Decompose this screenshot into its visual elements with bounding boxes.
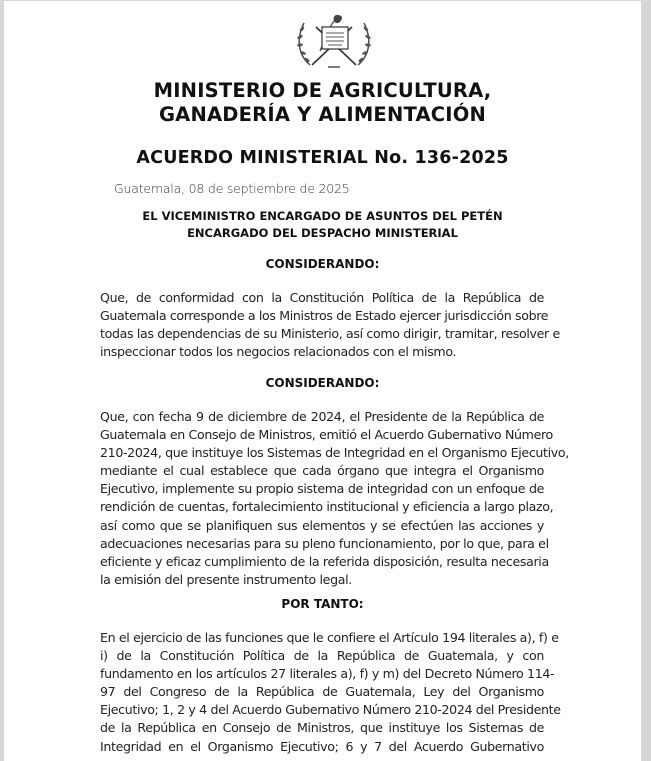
paragraph-considerando-2 xyxy=(100,408,569,589)
text-line: Ejecutivo; 1, 2 y 4 del Acuerdo Gubernativo Número 210-2024 del Presidente xyxy=(100,702,561,718)
place-date: Guatemala, 08 de septiembre de 2025 xyxy=(114,181,350,196)
text-line: inspeccionar todos los negocios relacionados con el mismo. xyxy=(100,344,457,360)
issuer-block xyxy=(4,208,641,242)
issuer-line-1: EL VICEMINISTRO ENCARGADO DE ASUNTOS DEL PETÉN xyxy=(142,209,503,223)
section-heading-considerando-1: CONSIDERANDO: xyxy=(265,257,380,271)
ministry-name xyxy=(4,79,641,127)
text-line: 210-2024, que instituye los Sistemas de Integridad en el Organismo Ejecutivo, xyxy=(100,445,569,461)
ministry-line-1: MINISTERIO DE AGRICULTURA, xyxy=(153,79,492,102)
text-line: mediante el cual establece que cada órgano que integra el Organismo xyxy=(100,463,544,479)
paragraph-por-tanto xyxy=(100,629,561,756)
text-line: eficiente y eficaz cumplimiento de la referida disposición, resulta necesaria xyxy=(100,553,549,569)
text-line: Guatemala corresponde a los Ministros de Estado ejercer jurisdicción sobre xyxy=(100,308,549,324)
text-line: de la República en Consejo de Ministros, que instituye los Sistemas de xyxy=(100,720,544,736)
text-line: rendición de cuentas, fortalecimiento institucional y eficiencia a largo plazo, xyxy=(100,499,554,515)
paragraph-considerando-1 xyxy=(100,289,560,361)
text-line: 97 del Congreso de la República de Guatemala, Ley del Organismo xyxy=(100,684,544,700)
text-line: Que, con fecha 9 de diciembre de 2024, el Presidente de la República de xyxy=(100,409,544,424)
ministry-line-2: GANADERÍA Y ALIMENTACIÓN xyxy=(158,103,487,126)
text-line: adecuaciones necesarias para su pleno funcionamiento, por lo que, para el xyxy=(100,535,549,551)
text-line: todas las dependencias de su Ministerio, así como dirigir, tramitar, resolver e xyxy=(100,326,560,342)
text-line: Ejecutivo, implemente su propio sistema de integridad con un enfoque de xyxy=(100,481,544,497)
section-heading-considerando-2: CONSIDERANDO: xyxy=(265,376,380,390)
agreement-title: ACUERDO MINISTERIAL No. 136-2025 xyxy=(136,148,509,168)
document-page xyxy=(4,1,641,761)
coat-of-arms-icon xyxy=(290,7,378,73)
text-line: Que, de conformidad con la Constitución Política de la República de xyxy=(100,290,544,305)
text-line: i) de la Constitución Política de la República de Guatemala, y con xyxy=(100,648,544,664)
text-line: fundamento en los artículos 27 literales a), f) y m) del Decreto Número 114- xyxy=(100,666,555,682)
text-line: Integridad en el Organismo Ejecutivo; 6 y 7 del Acuerdo Gubernativo xyxy=(100,738,544,754)
text-line: la emisión del presente instrumento legal. xyxy=(100,571,352,587)
text-line: En el ejercicio de las funciones que le confiere el Artículo 194 literales a), f) e xyxy=(100,630,559,645)
text-line: Guatemala en Consejo de Ministros, emitió el Acuerdo Gubernativo Número xyxy=(100,427,553,443)
issuer-line-2: ENCARGADO DEL DESPACHO MINISTERIAL xyxy=(187,226,458,240)
text-line: así como que se planifiquen sus elementos y se efectúen las acciones y xyxy=(100,517,544,533)
section-heading-por-tanto: POR TANTO: xyxy=(281,597,364,611)
